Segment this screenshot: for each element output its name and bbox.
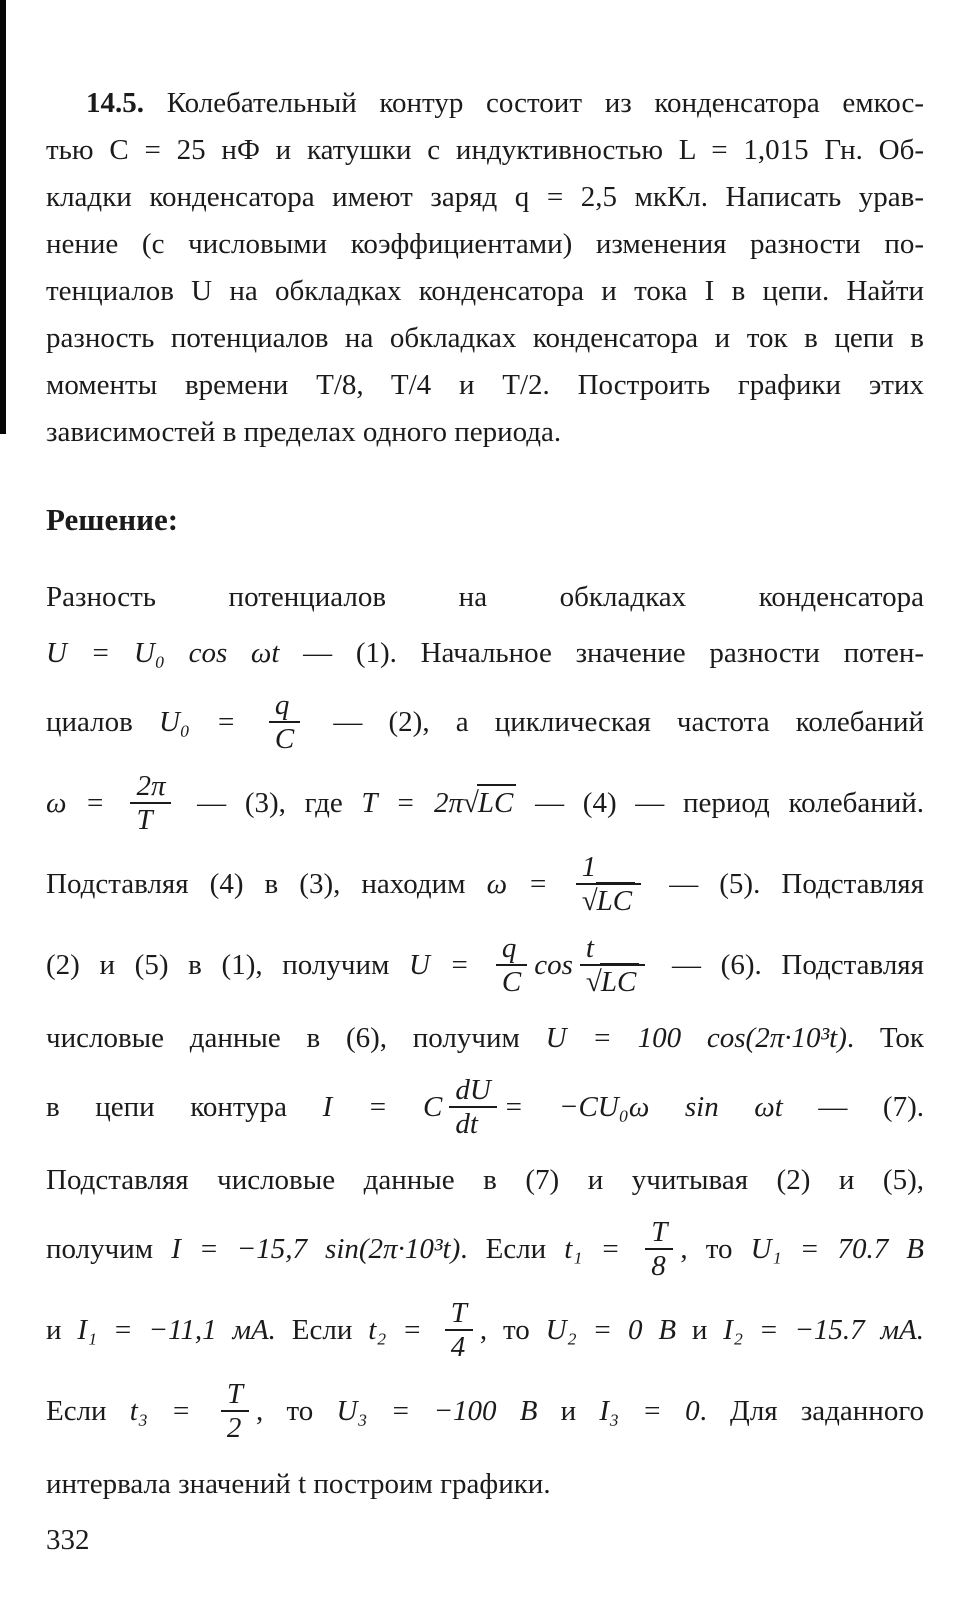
solution-text: — (2), а циклическая частота колебаний <box>333 706 924 739</box>
fraction-numerator: T <box>450 1296 467 1329</box>
i1-value: I₁ = −11,1 мА. <box>77 1313 276 1346</box>
square-root <box>586 966 639 998</box>
fraction-denominator: C <box>269 721 300 755</box>
fraction <box>645 1216 673 1283</box>
fraction-numerator: t <box>585 931 594 964</box>
solution-line <box>46 1296 924 1366</box>
i2-value: I₂ = −15.7 мА. <box>723 1313 924 1346</box>
fraction-numerator: 2π <box>136 769 166 802</box>
solution-text: (2) и (5) в (1), получим <box>46 948 410 981</box>
equation-4: T = 2π <box>361 787 463 820</box>
sqrt-sign: √ <box>585 966 601 999</box>
sqrt-body: LC <box>600 963 639 998</box>
solution-text: . Ток <box>846 1021 925 1054</box>
fraction <box>269 689 300 756</box>
fraction-numerator: q <box>501 931 517 964</box>
u3-value: U₃ = −100 В <box>336 1394 538 1427</box>
u2-value: U₂ = 0 В <box>545 1313 677 1346</box>
fraction-numerator: q <box>274 689 290 721</box>
equation-i-numeric: I = −15,7 sin(2π·10³t) <box>171 1232 461 1265</box>
fraction-denominator <box>576 883 641 917</box>
equation-2-lhs: U₀ = <box>158 706 262 739</box>
u1-value: U₁ = 70.7 В <box>750 1232 925 1265</box>
solution-paragraph <box>46 574 924 1508</box>
problem-statement <box>46 80 924 456</box>
solution-line <box>46 574 924 621</box>
fraction <box>445 1297 473 1364</box>
solution-text: интервала значений t построим графики. <box>46 1467 551 1500</box>
equation-6-lhs: U = <box>409 948 489 981</box>
fraction-denominator <box>580 964 645 998</box>
fraction-denominator: 8 <box>645 1248 673 1282</box>
fraction-numerator: 1 <box>581 850 597 883</box>
fraction-denominator: C <box>496 964 527 998</box>
problem-text: кладки конденсатора имеют заряд q = 2,5 мкКл. Написать урав- <box>46 181 924 213</box>
problem-text: моменты времени T/8, T/4 и T/2. Построить графики этих <box>46 369 924 401</box>
solution-line <box>46 691 924 758</box>
solution-text: . Если <box>460 1232 565 1265</box>
square-root <box>582 885 635 917</box>
solution-text: числовые данные в (6), получим <box>46 1021 546 1054</box>
square-root <box>463 787 516 819</box>
problem-line <box>46 174 924 221</box>
fraction <box>576 851 641 918</box>
solution-text: Подставляя числовые данные в (7) и учитывая (2) и (5), <box>46 1163 924 1196</box>
fraction-denominator: 2 <box>221 1410 249 1444</box>
fraction <box>449 1074 496 1141</box>
problem-text: тенциалов U на обкладках конденсатора и тока I в цепи. Найти <box>46 275 924 307</box>
equation-5-lhs: ω = <box>486 868 569 900</box>
solution-text: и <box>46 1313 78 1346</box>
equation-7-lhs: I = C <box>322 1090 443 1123</box>
solution-line <box>46 1215 925 1285</box>
problem-line <box>46 80 924 127</box>
solution-text: Если <box>275 1313 369 1346</box>
problem-text: тью C = 25 нФ и катушки с индуктивностью L = 1,015 Гн. Об- <box>46 134 924 166</box>
solution-text: , то <box>256 1394 337 1427</box>
solution-line <box>46 1157 924 1204</box>
solution-heading: Решение: <box>46 502 179 537</box>
fraction-denominator: 4 <box>445 1329 473 1363</box>
solution-line <box>46 630 924 677</box>
equation-7-rhs: = −CU₀ω sin ωt <box>503 1090 783 1123</box>
solution-text: — (3), где <box>197 787 362 820</box>
scan-edge-artifact <box>0 0 6 434</box>
cos-operator: cos <box>534 948 573 981</box>
solution-line <box>46 850 924 920</box>
problem-text: зависимостей в пределах одного периода. <box>46 416 562 448</box>
fraction-numerator: T <box>226 1377 244 1410</box>
fraction <box>580 932 645 999</box>
fraction <box>221 1378 249 1445</box>
equation-u-numeric: U = 100 cos(2π·10³t) <box>545 1021 847 1054</box>
solution-text: и <box>676 1313 724 1346</box>
solution-line <box>46 1377 924 1447</box>
solution-text: циалов <box>46 706 159 739</box>
problem-text: разность потенциалов на обкладках конденсатора и ток в цепи в <box>46 322 924 354</box>
solution-line <box>46 1015 924 1062</box>
fraction-denominator: T <box>130 802 171 836</box>
equation-3-lhs: ω = <box>46 787 124 820</box>
solution-text: — (5). Подставляя <box>669 868 924 900</box>
problem-text: нение (с числовыми коэффициентами) изменения разности по- <box>46 228 924 260</box>
problem-line <box>46 127 924 174</box>
sqrt-body: LC <box>596 882 635 917</box>
solution-text: Если <box>46 1394 130 1427</box>
problem-line <box>46 409 924 456</box>
solution-text: и <box>537 1394 600 1427</box>
i3-value: I₃ = 0 <box>599 1394 700 1427</box>
sqrt-sign: √ <box>581 885 597 918</box>
problem-text: Колебательный контур состоит из конденсатора емкос- <box>144 87 924 119</box>
problem-line <box>46 362 924 409</box>
fraction-numerator: T <box>651 1215 668 1248</box>
solution-line <box>46 1461 924 1508</box>
solution-text: — (7). <box>818 1090 925 1123</box>
fraction-numerator: dU <box>455 1073 491 1106</box>
solution-line <box>46 1073 925 1143</box>
solution-text: — (6). Подставляя <box>671 948 924 981</box>
sqrt-body: LC <box>477 784 516 819</box>
problem-line <box>46 221 924 268</box>
solution-text: — (4) — период колебаний. <box>535 787 925 820</box>
solution-text: , то <box>680 1232 751 1265</box>
solution-text: Подставляя (4) в (3), находим <box>46 868 487 900</box>
problem-line <box>46 268 924 315</box>
sqrt-sign: √ <box>462 787 478 820</box>
solution-text: , то <box>479 1313 546 1346</box>
solution-text: в цепи контура <box>46 1090 323 1123</box>
t1-lhs: t₁ = <box>564 1232 639 1265</box>
solution-text: Разность потенциалов на обкладках конденсатора <box>46 581 924 613</box>
page-number: 332 <box>46 1523 90 1556</box>
solution-line <box>46 931 924 1001</box>
solution-text: . Для заданного <box>699 1394 924 1427</box>
equation-1: U = U₀ cos ωt <box>46 637 280 669</box>
fraction-denominator: dt <box>449 1106 496 1140</box>
solution-text: получим <box>46 1232 172 1265</box>
problem-line <box>46 315 924 362</box>
problem-number: 14.5. <box>86 87 144 119</box>
solution-line <box>46 769 925 839</box>
t2-lhs: t₂ = <box>368 1313 438 1346</box>
t3-lhs: t₃ = <box>129 1394 214 1427</box>
fraction <box>496 932 527 999</box>
fraction <box>130 770 171 837</box>
solution-text: — (1). Начальное значение разности потен- <box>279 637 924 669</box>
